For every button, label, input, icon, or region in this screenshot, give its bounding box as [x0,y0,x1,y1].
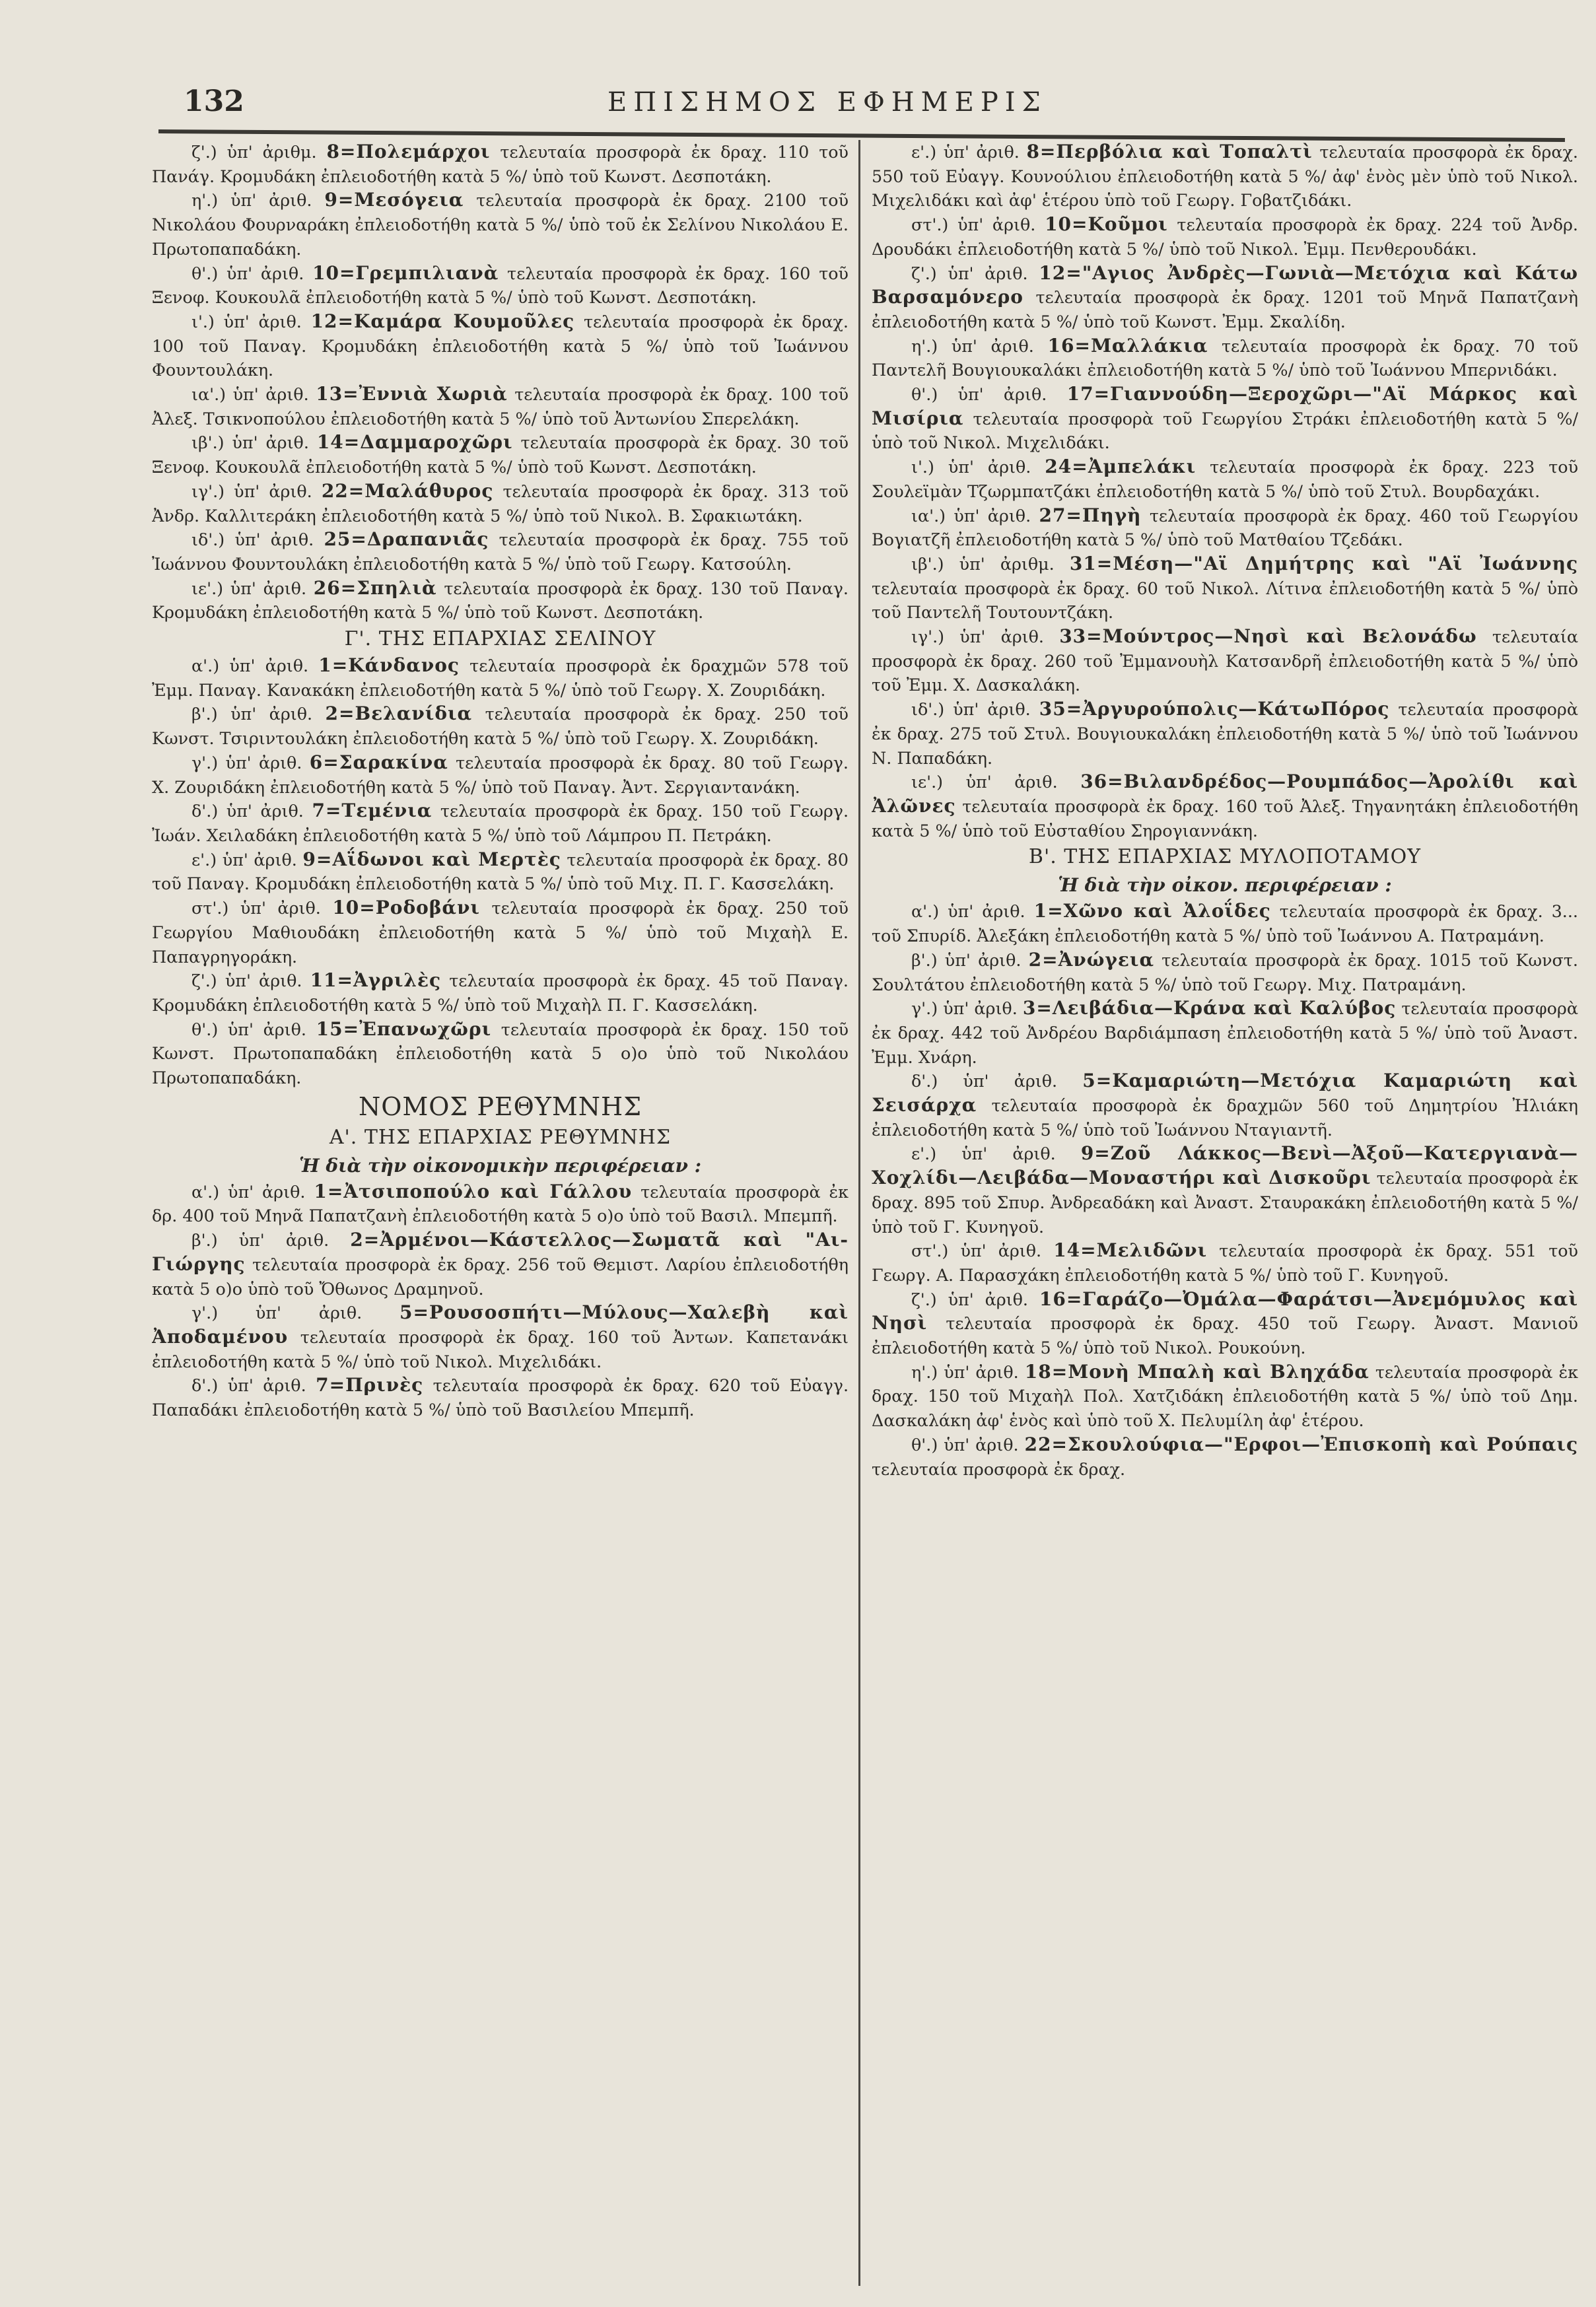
entry-label: θ'.) ὑπ' ἀριθ. [191,1019,306,1039]
entry-text: τελευταία προσφορὰ ἐκ δραχ. 60 τοῦ Νικολ. Λίτινα ἐπλειοδοτήθη κατὰ 5 %/ ὑπὸ τοῦ Παντελῆ Τουτουντζάκη. [872,578,1578,623]
village-reference: 2=Ἀρμένοι—Κάστελλος—Σωματᾶ καὶ "Αι-Γιώργης [152,1229,849,1275]
entry-label: ε'.) ὑπ' ἀριθ. [191,849,297,870]
entry-label: ζ'.) ὑπ' ἀριθ. [911,263,1028,283]
entry-paragraph [872,334,1578,382]
entry-text: τελευταία προσφορὰ ἐκ δραχμῶν 578 τοῦ Ἐμμ. Παναγ. Κανακάκη ἐπλειοδοτήθη κατὰ 5 %/ ὑπὸ τοῦ Γεωργ. Χ. Ζουριδάκη. [152,656,849,700]
village-reference: 8=Περβόλια καὶ Τοπαλτὶ [1026,141,1313,162]
entry-text: τελευταία προσφορὰ ἐκ δραχ. 130 τοῦ Παναγ. Κρομυδάκη ἐπλειοδοτήθη κατὰ 5 %/ ὑπὸ τοῦ Κωνστ. Δεσποτάκη. [152,578,849,623]
entry-label: στ'.) ὑπ' ἀριθ. [911,1241,1042,1261]
entry-paragraph [152,702,849,750]
entry-text: τελευταία προσφορὰ ἐκ δραχ. 250 τοῦ Γεωργίου Μαθιουδάκη ἐπλειοδοτήθη κατὰ 5 %/ ὑπὸ τοῦ Μιχαὴλ Ε. Παπαγρηγοράκη. [152,898,849,967]
entry-text: τελευταία προσφορὰ ἐκ δραχ. 100 τοῦ Ἀλεξ. Τσικνοπούλου ἐπλειοδοτήθη κατὰ 5 %/ ὑπὸ τοῦ Ἀντωνίου Σπερελάκη. [152,384,849,429]
entry-label: θ'.) ὑπ' ἀριθ. [911,1434,1019,1455]
entry-text: τελευταία προσφορὰ ἐκ δραχμῶν 560 τοῦ Δημητρίου Ἠλιάκη ἐπλειοδοτήθη κατὰ 5 %/ ὑπὸ τοῦ Ἰωάννου Νταγιαντῆ. [872,1095,1578,1140]
entry-text: τελευταία προσφορὰ ἐκ δραχ. 80 τοῦ Γεωργ. Χ. Ζουριδάκη ἐπλειοδοτήθη κατὰ 5 %/ ὑπὸ τοῦ Παναγ. Ἀντ. Σεργιαντανάκη. [152,752,849,797]
entry-label: ιε'.) ὑπ' ἀριθ. [911,772,1058,792]
entry-paragraph [152,528,849,576]
village-reference: 1=Κάνδανος [318,654,460,677]
entry-label: ι'.) ὑπ' ἀριθ. [191,311,302,331]
village-reference: 7=Πρινὲς [316,1374,424,1396]
entry-text: τελευταία προσφορὰ ἐκ δραχ. 150 τοῦ Μιχαὴλ Πολ. Χατζιδάκη ἐπλειοδοτήθη κατὰ 5 %/ ὑπὸ τοῦ Δημ. Δασκαλάκη ἀφ' ἑνὸς καὶ ὑπὸ τοῦ Χ. Πελυμίλη ἀφ' ἑτέρου. [872,1361,1578,1431]
village-reference: 12="Αγιος Ἀνδρὲς—Γωνιὰ—Μετόχια καὶ Κάτω Βαρσαμόνερο [872,261,1578,308]
village-reference: 9=Αΐδωνοι καὶ Μερτὲς [302,848,561,870]
entry-text: τελευταία προσφορὰ ἐκ δραχ. 755 τοῦ Ἰωάννου Φουντουλάκη ἐπλειοδοτήθη κατὰ 5 %/ ὑπὸ τοῦ Γεωργ. Κατσούλη. [152,530,849,574]
entry-paragraph [152,1373,849,1422]
village-reference: 9=Μεσόγεια [324,189,464,211]
entry-paragraph [872,140,1578,213]
entry-label: β'.) ὑπ' ἀριθ. [911,949,1022,970]
entry-text: τελευταία προσφορὰ ἐκ δραχ. 275 τοῦ Στυλ. Βουγιουκαλάκη ἐπλειοδοτήθη κατὰ 5 %/ ὑπὸ τοῦ Ἰωάννου Ν. Παπαδάκη. [872,699,1578,768]
entry-label: β'.) ὑπ' ἀριθ. [191,1230,330,1251]
village-reference: 15=Ἐπανωχῶρι [316,1017,492,1040]
entry-paragraph [152,848,849,896]
entry-label: δ'.) ὑπ' ἀριθ. [911,1071,1058,1091]
entry-paragraph [872,625,1578,697]
entry-text: τελευταία προσφορὰ ἐκ δραχ. 160 τοῦ Ἀλεξ. Τηγανητάκη ἐπλειοδοτήθη κατὰ 5 %/ ὑπὸ τοῦ Εὐσταθίου Σηρογιαννάκη. [872,796,1578,841]
page-header [178,85,1558,124]
entry-label: θ'.) ὑπ' ἀριθ. [911,384,1047,405]
village-reference: 7=Τεμένια [312,800,433,822]
entry-text: τελευταία προσφορὰ ἐκ δραχ. 550 τοῦ Εὐαγγ. Κουνούλιου ἐπλειοδοτήθη κατὰ 5 %/ ἀφ' ἑνὸς μὲν ὑπὸ τοῦ Νικολ. Μιχελιδάκι καὶ ἀφ' ἑτέρου ὑπὸ τοῦ Γεωργ. Γοβατζιδάκι. [872,142,1578,211]
entry-label: ε'.) ὑπ' ἀριθ. [911,1144,1056,1164]
entry-paragraph [152,576,849,625]
entry-label: ιγ'.) ὑπ' ἀριθ. [911,627,1044,647]
entry-label: ιβ'.) ὑπ' ἀριθμ. [911,553,1055,574]
entry-text: τελευταία προσφορὰ ἐκ δρ. 400 τοῦ Μηνᾶ Παπατζανὴ ἐπλειοδοτήθη κατὰ 5 ο)ο ὑπὸ τοῦ Βασιλ. Μπεμπῆ. [152,1181,849,1226]
entry-label: ια'.) ὑπ' ἀριθ. [911,505,1031,526]
entry-text: τελευταία προσφορὰ ἐκ δραχ. 160 τοῦ Ἀντων. Καπετανάκι ἐπλειοδοτήθη κατὰ 5 %/ ὑπὸ τοῦ Νικολ. Μιχελιδάκι. [152,1326,849,1371]
village-reference: 18=Μονὴ Μπαλὴ καὶ Βληχάδα [1024,1360,1370,1383]
section-subheading: Ἡ διὰ τὴν οἰκονομικὴν περιφέρειαν : [298,1154,702,1177]
entry-label: γ'.) ὑπ' ἀριθ. [191,1303,363,1323]
village-reference: 11=Ἀγριλὲς [310,969,442,992]
entry-paragraph [152,896,849,969]
entry-paragraph [872,1239,1578,1287]
entry-paragraph [872,261,1578,334]
village-reference: 16=Γαράζο—Ὀμάλα—Φαράτσι—Ἀνεμόμυλος καὶ Νησὶ [872,1288,1578,1334]
entry-paragraph [872,948,1578,996]
village-reference: 35=Ἀργυρούπολις—ΚάτωΠόρος [1039,698,1390,720]
entry-paragraph [152,1228,849,1301]
entry-paragraph [152,430,849,479]
village-reference: 22=Μαλάθυρος [321,479,494,502]
entry-paragraph [152,799,849,847]
entry-text: τελευταία προσφορὰ ἐκ δραχ. 150 τοῦ Κωνστ. Πρωτοπαπαδάκη ἐπλειοδοτήθη κατὰ 5 ο)ο ὑπὸ τοῦ Νικολάου Πρωτοπαπαδάκη. [152,1019,849,1088]
village-reference: 12=Καμάρα Κουμοῦλες [310,310,575,332]
entry-paragraph [872,1360,1578,1433]
entry-text: τελευταία προσφορὰ ἐκ δραχ. 150 τοῦ Γεωργ. Ἰωάν. Χειλαδάκη ἐπλειοδοτήθη κατὰ 5 %/ ὑπὸ τοῦ Λάμπρου Π. Πετράκη. [152,801,849,845]
entry-label: ι'.) ὑπ' ἀριθ. [911,457,1031,477]
entry-text: τελευταία προσφορὰ ἐκ δραχ. 100 τοῦ Παναγ. Κρομυδάκη ἐπλειοδοτήθη κατὰ 5 %/ ὑπὸ τοῦ Ἰωάννου Φουντουλάκη. [152,311,849,380]
entry-paragraph [872,1288,1578,1360]
entry-label: ια'.) ὑπ' ἀριθ. [191,384,309,405]
entry-paragraph [872,382,1578,455]
entry-paragraph [872,1069,1578,1142]
entry-label: ε'.) ὑπ' ἀριθ. [911,142,1020,162]
entry-paragraph [872,455,1578,503]
entry-text: τελευταία προσφορὰ ἐκ δραχ. 160 τοῦ Ξενοφ. Κουκουλᾶ ἐπλειοδοτήθη κατὰ 5 %/ ὑπὸ τοῦ Κωνστ. Δεσποτάκη. [152,263,849,308]
village-reference: 1=Ἀτσιποπούλο καὶ Γάλλου [314,1180,633,1202]
entry-label: ιδ'.) ὑπ' ἀριθ. [911,699,1031,720]
right-column [872,140,1578,2296]
entry-label: ιβ'.) ὑπ' ἀριθ. [191,432,309,453]
village-reference: 9=Ζοῦ Λάκκος—Βενὶ—Ἀξοῦ—Κατεργιανὰ—Χοχλίδι—Λειβάδα—Μοναστήρι καὶ Δισκοῦρι [872,1142,1578,1189]
entry-paragraph [152,188,849,261]
entry-text: τελευταία προσφορὰ ἐκ δραχ. 620 τοῦ Εὐαγγ. Παπαδάκι ἐπλειοδοτήθη κατὰ 5 %/ ὑπὸ τοῦ Βασιλείου Μπεμπῆ. [152,1375,849,1420]
village-reference: 16=Μαλλάκια [1047,334,1208,357]
entry-paragraph [152,1017,849,1090]
entry-label: η'.) ὑπ' ἀριθ. [191,190,312,211]
entry-paragraph [872,899,1578,947]
entry-label: η'.) ὑπ' ἀριθ. [911,1361,1019,1382]
entry-text: τελευταία προσφορὰ ἐκ δραχ. 460 τοῦ Γεωργίου Βογιατζῆ ἐπλειοδοτήθη κατὰ 5 %/ ὑπὸ τοῦ Ματθαίου Τζεδάκι. [872,505,1578,550]
village-reference: 25=Δραπανιᾶς [324,528,489,551]
entry-text: τελευταία προσφορὰ ἐκ δραχ. 250 τοῦ Κωνστ. Τσιριντουλάκη ἐπλειοδοτήθη κατὰ 5 %/ ὑπὸ τοῦ Γεωργ. Χ. Ζουριδάκη. [152,704,849,749]
entry-label: ιε'.) ὑπ' ἀριθ. [191,578,307,598]
entry-label: α'.) ὑπ' ἀριθ. [191,1181,306,1202]
village-reference: 27=Πηγὴ [1039,504,1142,526]
entry-label: ζ'.) ὑπ' ἀριθμ. [191,142,317,162]
village-reference: 22=Σκουλούφια—"Ερφοι—Ἐπισκοπὴ καὶ Ρούπαις [1024,1433,1578,1455]
entry-label: η'.) ὑπ' ἀριθ. [911,335,1034,356]
entry-paragraph [152,751,849,799]
entry-paragraph [152,140,849,188]
village-reference: 36=Βιλανδρέδος—Ρουμπάδος—Ἀρολίθι καὶ Ἀλῶνες [872,771,1578,817]
entry-paragraph [152,382,849,430]
entry-label: ιδ'.) ὑπ' ἀριθ. [191,530,314,550]
entry-paragraph [152,310,849,382]
entry-paragraph [152,261,849,310]
entry-text: τελευταία προσφορὰ ἐκ δραχ. 256 τοῦ Θεμιστ. Λαρίου ἐπλειοδοτήθη κατὰ 5 ο)ο ὑπὸ τοῦ Ὄθωνος Δραμηνοῦ. [152,1254,849,1299]
entry-paragraph [152,969,849,1017]
entry-label: δ'.) ὑπ' ἀριθ. [191,801,304,821]
entry-paragraph [152,1180,849,1228]
village-reference: 3=Λειβάδια—Κράνα καὶ Καλύβος [1022,997,1397,1019]
village-reference: 26=Σπηλιὰ [313,576,437,599]
entry-text: τελευταία προσφορὰ ἐκ δραχ. 30 τοῦ Ξενοφ. Κουκουλᾶ ἐπλειοδοτήθη κατὰ 5 %/ ὑπὸ τοῦ Κωνστ. Δεσποτάκη. [152,432,849,477]
entry-paragraph [872,504,1578,552]
section-heading: Β'. ΤΗΣ ΕΠΑΡΧΙΑΣ ΜΥΛΟΠΟΤΑΜΟΥ [1028,845,1422,869]
village-reference: 31=Μέση—"Αϊ Δημήτρης καὶ "Αϊ Ἰωάννης [1069,552,1578,574]
left-column [152,140,849,2296]
entry-paragraph [872,770,1578,843]
section-heading: Γ'. ΤΗΣ ΕΠΑΡΧΙΑΣ ΣΕΛΙΝΟΥ [344,627,656,651]
village-reference: 8=Πολεμάρχοι [326,141,491,162]
village-reference: 1=Χῶνο καὶ Ἀλοΐδες [1033,900,1271,922]
entry-text: τελευταία προσφορὰ ἐκ δραχ. [872,1459,1126,1479]
section-subheading: Ἡ διὰ τὴν οἰκον. περιφέρειαν : [1058,874,1392,897]
prefecture-heading: ΝΟΜΟΣ ΡΕΘΥΜΝΗΣ [358,1091,642,1121]
entry-paragraph [152,1301,849,1373]
village-reference: 14=Μελιδῶνι [1053,1239,1208,1262]
entry-text: τελευταία προσφορὰ ἐκ δραχ. 3... τοῦ Σπυρίδ. Ἀλεξάκη ἐπλειοδοτήθη κατὰ 5 %/ ὑπὸ τοῦ Ἰωάννου Α. Πατραμάνη. [872,901,1578,946]
running-title: ΕΠΙΣΗΜΟΣ ΕΦΗΜΕΡΙΣ [607,87,1047,118]
entry-text: τελευταία προσφορὰ ἐκ δραχ. 80 τοῦ Παναγ. Κρομυδάκη ἐπλειοδοτήθη κατὰ 5 %/ ὑπὸ τοῦ Μιχ. Π. Γ. Κασσελάκη. [152,849,849,894]
entry-text: τελευταία προσφορὰ ἐκ δραχ. 1015 τοῦ Κωνστ. Σουλτάτου ἐπλειοδοτήθη κατὰ 5 %/ ὑπὸ τοῦ Γεωργ. Μιχ. Πατραμάνη. [872,949,1578,994]
entry-paragraph [872,1433,1578,1481]
village-reference: 13=Ἐννιὰ Χωριὰ [316,383,508,405]
village-reference: 10=Ροδοβάνι [332,897,480,919]
village-reference: 33=Μούντρος—Νησὶ καὶ Βελονάδω [1059,625,1477,648]
entry-label: θ'.) ὑπ' ἀριθ. [191,263,304,283]
entry-paragraph [872,1142,1578,1239]
entry-label: ιγ'.) ὑπ' ἀριθ. [191,481,312,501]
village-reference: 24=Ἀμπελάκι [1045,456,1197,478]
village-reference: 6=Σαρακίνα [309,751,448,773]
entry-paragraph [152,479,849,528]
page-number: 132 [184,85,244,118]
entry-label: γ'.) ὑπ' ἀριθ. [191,752,302,773]
entry-label: δ'.) ὑπ' ἀριθ. [191,1375,306,1396]
entry-text: τελευταία προσφορὰ ἐκ δραχ. 313 τοῦ Ἀνδρ. Καλλιτεράκη ἐπλειοδοτήθη κατὰ 5 %/ ὑπὸ τοῦ Νικολ. Β. Σφακιωτάκη. [152,481,849,526]
village-reference: 5=Ρουσοσπήτι—Μύλους—Χαλεβὴ καὶ Ἀποδαμένου [152,1301,849,1348]
section-heading: Α'. ΤΗΣ ΕΠΑΡΧΙΑΣ ΡΕΘΥΜΝΗΣ [329,1125,672,1149]
entry-text: τελευταία προσφορὰ ἐκ δραχ. 551 τοῦ Γεωργ. Α. Παρασχάκη ἐπλειοδοτήθη κατὰ 5 %/ ὑπὸ τοῦ Γ. Κυνηγοῦ. [872,1241,1578,1285]
entry-label: στ'.) ὑπ' ἀριθ. [911,215,1036,235]
entry-label: α'.) ὑπ' ἀριθ. [911,901,1025,922]
entry-label: ζ'.) ὑπ' ἀριθ. [911,1289,1028,1309]
entry-text: τελευταία προσφορὰ τοῦ Γεωργίου Στράκι ἐπλειοδοτήθη κατὰ 5 %/ ὑπὸ τοῦ Νικολ. Μιχελιδάκι. [872,408,1578,453]
village-reference: 14=Δαμμαροχῶρι [316,431,513,454]
village-reference: 10=Κοῦμοι [1045,213,1168,236]
entry-label: ζ'.) ὑπ' ἀριθ. [191,971,302,991]
entry-paragraph [872,213,1578,261]
entry-text: τελευταία προσφορὰ ἐκ δραχ. 442 τοῦ Ἀνδρέου Βαρδιάμπαση ἐπλειοδοτήθη κατὰ 5 %/ ὑπὸ τοῦ Ἀναστ. Ἐμμ. Χνάρη. [872,998,1578,1067]
entry-paragraph [152,654,849,702]
village-reference: 2=Βελανίδια [325,703,473,725]
entry-paragraph [872,552,1578,625]
entry-paragraph [872,996,1578,1069]
village-reference: 5=Καμαριώτη—Μετόχια Καμαριώτη καὶ Σεισάρχα [872,1070,1578,1117]
entry-label: γ'.) ὑπ' ἀριθ. [911,998,1018,1019]
entry-label: β'.) ὑπ' ἀριθ. [191,704,313,724]
entry-text: τελευταία προσφορὰ ἐκ δραχ. 45 τοῦ Παναγ. Κρομυδάκη ἐπλειοδοτήθη κατὰ 5 %/ ὑπὸ τοῦ Μιχαὴλ Π. Γ. Κασσελάκη. [152,971,849,1015]
entry-text: τελευταία προσφορὰ ἐκ δραχ. 260 τοῦ Ἐμμανουὴλ Κατσανδρῆ ἐπλειοδοτήθη κατὰ 5 %/ ὑπὸ τοῦ Ἐμμ. Χ. Δασκαλάκη. [872,627,1578,695]
entry-label: α'.) ὑπ' ἀριθ. [191,656,309,676]
village-reference: 10=Γρεμπιλιανὰ [312,261,499,284]
entry-text: τελευταία προσφορὰ ἐκ δραχ. 224 τοῦ Ἀνδρ. Δρουδάκι ἐπλειοδοτήθη κατὰ 5 %/ ὑπὸ τοῦ Νικολ. Ἐμμ. Πενθερουδάκι. [872,215,1578,259]
village-reference: 17=Γιαννούδη—Ξεροχῶρι—"Αϊ Μάρκος καὶ Μισίρια [872,383,1578,429]
entry-text: τελευταία προσφορὰ ἐκ δραχ. 450 τοῦ Γεωργ. Ἀναστ. Μανιοῦ ἐπλειοδοτήθη κατὰ 5 %/ ὑπὸ τοῦ Νικολ. Ρουκούνη. [872,1313,1578,1358]
entry-label: στ'.) ὑπ' ἀριθ. [191,898,321,918]
entry-text: τελευταία προσφορὰ ἐκ δραχ. 223 τοῦ Σουλεϊμὰν Τζωρμπατζάκι ἐπλειοδοτήθη κατὰ 5 %/ ὑπὸ τοῦ Στυλ. Βουρδαχάκι. [872,457,1578,501]
entry-text: τελευταία προσφορὰ ἐκ δραχ. 2100 τοῦ Νικολάου Φουρναράκη ἐπλειοδοτήθη κατὰ 5 %/ ὑπὸ τοῦ ἐκ Σελίνου Νικολάου Ε. Πρωτοπαπαδάκη. [152,190,849,259]
entry-text: τελευταία προσφορὰ ἐκ δραχ. 895 τοῦ Σπυρ. Ἀνδρεαδάκη καὶ Ἀναστ. Σταυρακάκη ἐπλειοδοτήθη κατὰ 5 %/ ὑπὸ τοῦ Γ. Κυνηγοῦ. [872,1168,1578,1237]
entry-text: τελευταία προσφορὰ ἐκ δραχ. 70 τοῦ Παντελῆ Βουγιουκαλάκι ἐπλειοδοτήθη κατὰ 5 %/ ὑπὸ τοῦ Ἰωάννου Μπερνιδάκι. [872,335,1578,380]
entry-paragraph [872,697,1578,770]
entry-text: τελευταία προσφορὰ ἐκ δραχ. 110 τοῦ Πανάγ. Κρομυδάκη ἐπλειοδοτήθη κατὰ 5 %/ ὑπὸ τοῦ Κωνστ. Δεσποτάκη. [152,142,849,186]
entry-text: τελευταία προσφορὰ ἐκ δραχ. 1201 τοῦ Μηνᾶ Παπατζανὴ ἐπλειοδοτήθη κατὰ 5 %/ ὑπὸ τοῦ Κωνστ. Ἐμμ. Σκαλίδη. [872,287,1578,331]
village-reference: 2=Ἀνώγεια [1028,948,1154,971]
column-divider [858,140,860,2286]
